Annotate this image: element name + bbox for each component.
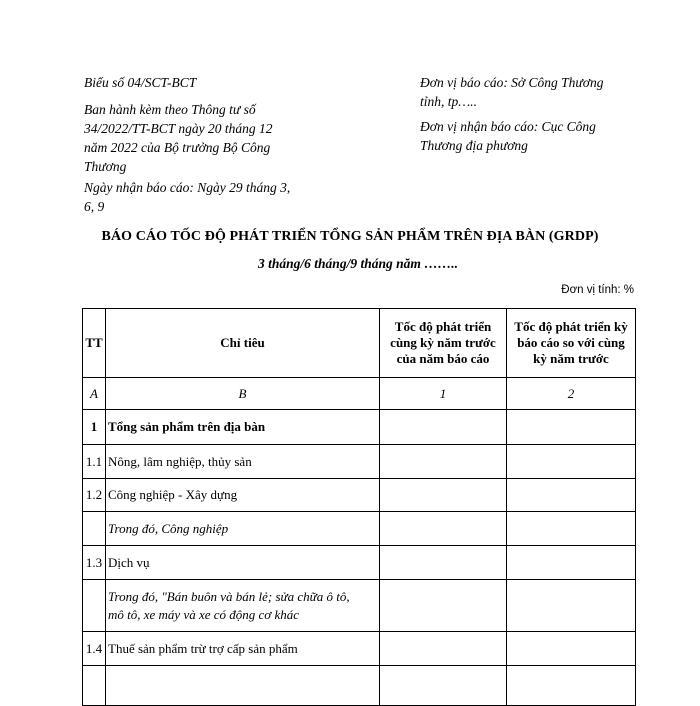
row-label: Tổng sản phẩm trên địa bàn — [106, 410, 380, 445]
receiving-unit-line: Thương địa phương — [420, 138, 528, 153]
row-value-curr[interactable] — [507, 580, 636, 632]
row-tt: 1.1 — [83, 445, 106, 479]
row-label — [106, 580, 380, 632]
row-value-curr[interactable] — [507, 445, 636, 479]
receive-date — [84, 178, 324, 216]
row-value-curr[interactable] — [507, 512, 636, 546]
header-prev-line: cùng kỳ năm trước — [390, 335, 496, 350]
row-value-curr[interactable] — [507, 410, 636, 445]
row-value-curr[interactable] — [507, 546, 636, 580]
row-label: Công nghiệp - Xây dựng — [106, 479, 380, 512]
reporting-unit — [420, 73, 650, 111]
unit-label: Đơn vị tính: % — [561, 284, 634, 296]
row-value-prev[interactable] — [380, 580, 507, 632]
receive-date-line: 6, 9 — [84, 199, 105, 214]
table-row — [83, 546, 636, 580]
row-label: Thuế sản phẩm trừ trợ cấp sản phẩm — [106, 632, 380, 666]
form-number: Biểu số 04/SCT-BCT — [84, 75, 197, 90]
row-value-prev[interactable] — [380, 410, 507, 445]
row-value-curr[interactable] — [507, 632, 636, 666]
row-tt: 1 — [83, 410, 106, 445]
issued-with-line: năm 2022 của Bộ trưởng Bộ Công — [84, 140, 271, 155]
issued-with-note — [84, 100, 314, 176]
row-value-prev[interactable] — [380, 479, 507, 512]
issued-with-line: Ban hành kèm theo Thông tư số — [84, 102, 256, 117]
row-value-prev[interactable] — [380, 445, 507, 479]
reporting-unit-line: tỉnh, tp….. — [420, 94, 478, 109]
row-value-prev[interactable] — [380, 632, 507, 666]
header-curr-line: báo cáo so với cùng — [517, 335, 625, 350]
row-label: Trong đó, Công nghiệp — [106, 512, 380, 546]
header-tt: TT — [83, 309, 106, 378]
code-cell: 1 — [380, 378, 507, 410]
report-period: 3 tháng/6 tháng/9 tháng năm …….. — [258, 256, 458, 271]
receiving-unit — [420, 117, 650, 155]
row-value-prev[interactable] — [380, 546, 507, 580]
header-prev-line: của năm báo cáo — [396, 351, 490, 366]
row-label-line: Trong đó, "Bán buôn và bán lẻ; sửa chữa ô tô, — [108, 588, 350, 604]
row-tt: 1.4 — [83, 632, 106, 666]
row-label: Dịch vụ — [106, 546, 380, 580]
code-cell: 2 — [507, 378, 636, 410]
table-header-row — [83, 309, 636, 378]
code-cell: A — [83, 378, 106, 410]
header-prev-line: Tốc độ phát triển — [394, 319, 492, 334]
row-tt: 1.2 — [83, 479, 106, 512]
table-row — [83, 410, 636, 445]
row-label: Nông, lâm nghiệp, thủy sản — [106, 445, 380, 479]
header-indicator: Chỉ tiêu — [106, 309, 380, 378]
table-row — [83, 445, 636, 479]
row-tt — [83, 512, 106, 546]
row-tt: 1.3 — [83, 546, 106, 580]
receive-date-line: Ngày nhận báo cáo: Ngày 29 tháng 3, — [84, 180, 291, 195]
row-value-curr[interactable] — [507, 479, 636, 512]
issued-with-line: Thương — [84, 159, 127, 174]
row-tt — [83, 580, 106, 632]
code-row — [83, 378, 636, 410]
row-label-line: mô tô, xe máy và xe có động cơ khác — [108, 606, 300, 622]
grdp-table — [82, 308, 636, 706]
table-row — [83, 632, 636, 666]
header-curr-line: kỳ năm trước — [533, 351, 609, 366]
header-current-growth — [507, 309, 636, 378]
table-row — [83, 512, 636, 546]
report-title: BÁO CÁO TỐC ĐỘ PHÁT TRIỂN TỔNG SẢN PHẨM TRÊN ĐỊA BÀN (GRDP) — [101, 229, 599, 244]
table-row — [83, 580, 636, 632]
header-prev-year-growth — [380, 309, 507, 378]
code-cell: B — [106, 378, 380, 410]
table-row — [83, 479, 636, 512]
reporting-unit-line: Đơn vị báo cáo: Sở Công Thương — [420, 75, 604, 90]
header-curr-line: Tốc độ phát triển kỳ — [514, 319, 628, 334]
issued-with-line: 34/2022/TT-BCT ngày 20 tháng 12 — [84, 121, 273, 136]
row-value-prev[interactable] — [380, 512, 507, 546]
receiving-unit-line: Đơn vị nhận báo cáo: Cục Công — [420, 119, 596, 134]
